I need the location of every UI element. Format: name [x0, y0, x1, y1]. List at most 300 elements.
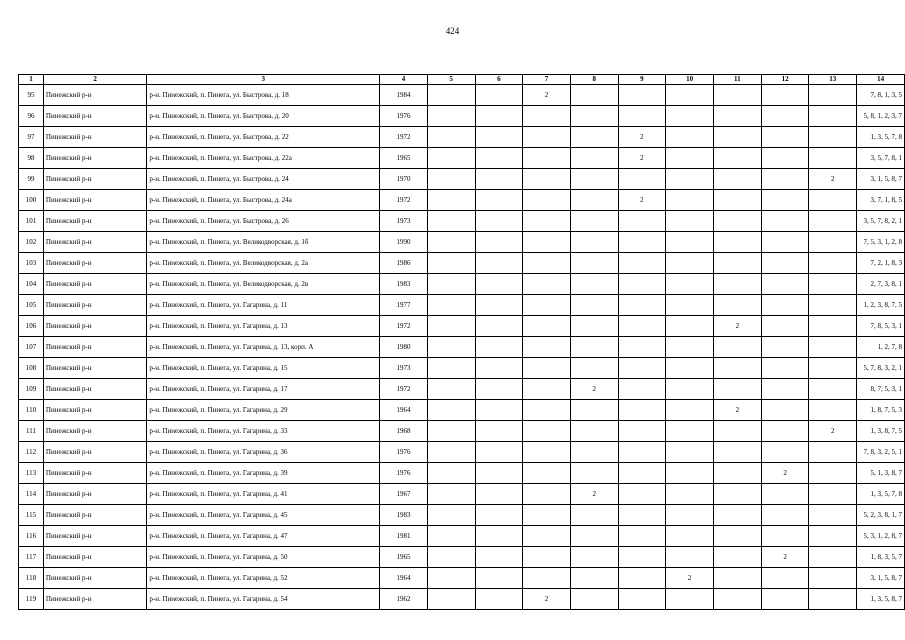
- column-header-13: 13: [809, 75, 857, 85]
- cell-col-6: [475, 442, 523, 463]
- cell-col-6: [475, 211, 523, 232]
- cell-col-8: 2: [570, 379, 618, 400]
- cell-col-5: [427, 106, 475, 127]
- cell-address: р-н. Пинежский, п. Пинега, ул. Гагарина, д. 36: [147, 442, 380, 463]
- cell-col-8: [570, 589, 618, 610]
- page-number: 424: [445, 26, 460, 36]
- cell-row-number: 118: [19, 568, 44, 589]
- cell-district: Пинежский р-н: [43, 274, 147, 295]
- cell-col-12: [761, 295, 809, 316]
- cell-col-10: [666, 589, 714, 610]
- cell-col-13: [809, 526, 857, 547]
- cell-col-6: [475, 484, 523, 505]
- cell-col-10: [666, 106, 714, 127]
- table-row: [19, 127, 905, 148]
- cell-codes: 3, 1, 5, 8, 7: [857, 568, 905, 589]
- cell-col-5: [427, 295, 475, 316]
- cell-row-number: 103: [19, 253, 44, 274]
- cell-col-6: [475, 400, 523, 421]
- cell-col-7: [523, 127, 571, 148]
- cell-codes: 7, 2, 1, 8, 3: [857, 253, 905, 274]
- cell-col-12: [761, 526, 809, 547]
- cell-address: р-н. Пинежский, п. Пинега, ул. Великодворская, д. 2а: [147, 253, 380, 274]
- cell-year: 1981: [380, 526, 428, 547]
- cell-col-11: [713, 463, 761, 484]
- cell-col-10: [666, 190, 714, 211]
- cell-year: 1977: [380, 295, 428, 316]
- cell-codes: 8, 7, 5, 3, 1: [857, 379, 905, 400]
- cell-col-9: [618, 358, 666, 379]
- cell-row-number: 109: [19, 379, 44, 400]
- cell-col-10: [666, 358, 714, 379]
- cell-year: 1990: [380, 232, 428, 253]
- cell-address: р-н. Пинежский, п. Пинега, ул. Гагарина, д. 33: [147, 421, 380, 442]
- cell-col-9: [618, 232, 666, 253]
- cell-col-7: [523, 442, 571, 463]
- cell-col-13: [809, 505, 857, 526]
- column-header-9: 9: [618, 75, 666, 85]
- data-table: [18, 74, 905, 610]
- cell-col-6: [475, 421, 523, 442]
- cell-col-12: [761, 274, 809, 295]
- cell-col-11: [713, 169, 761, 190]
- cell-address: р-н. Пинежский, п. Пинега, ул. Гагарина, д. 29: [147, 400, 380, 421]
- cell-col-10: [666, 316, 714, 337]
- table-row: [19, 169, 905, 190]
- cell-col-12: [761, 568, 809, 589]
- cell-col-12: [761, 337, 809, 358]
- cell-col-10: [666, 400, 714, 421]
- cell-col-5: [427, 589, 475, 610]
- cell-col-5: [427, 127, 475, 148]
- cell-codes: 3, 5, 7, 8, 2, 1: [857, 211, 905, 232]
- cell-col-5: [427, 505, 475, 526]
- cell-col-10: [666, 505, 714, 526]
- table-row: [19, 232, 905, 253]
- cell-address: р-н. Пинежский, п. Пинега, ул. Гагарина, д. 39: [147, 463, 380, 484]
- cell-col-11: [713, 85, 761, 106]
- table-row: [19, 589, 905, 610]
- cell-col-8: [570, 442, 618, 463]
- cell-col-6: [475, 337, 523, 358]
- cell-col-12: [761, 106, 809, 127]
- cell-col-5: [427, 400, 475, 421]
- cell-col-8: [570, 568, 618, 589]
- column-header-1: 1: [19, 75, 44, 85]
- cell-col-11: [713, 568, 761, 589]
- column-header-14: 14: [857, 75, 905, 85]
- cell-district: Пинежский р-н: [43, 232, 147, 253]
- cell-year: 1984: [380, 85, 428, 106]
- cell-col-6: [475, 127, 523, 148]
- table-row: [19, 421, 905, 442]
- cell-col-10: [666, 253, 714, 274]
- cell-col-9: [618, 505, 666, 526]
- cell-row-number: 110: [19, 400, 44, 421]
- cell-address: р-н. Пинежский, п. Пинега, ул. Гагарина, д. 50: [147, 547, 380, 568]
- cell-row-number: 115: [19, 505, 44, 526]
- cell-district: Пинежский р-н: [43, 337, 147, 358]
- cell-col-6: [475, 379, 523, 400]
- cell-col-11: [713, 547, 761, 568]
- cell-year: 1983: [380, 274, 428, 295]
- cell-col-9: [618, 295, 666, 316]
- cell-row-number: 117: [19, 547, 44, 568]
- cell-codes: 1, 8, 7, 5, 3: [857, 400, 905, 421]
- cell-col-10: [666, 127, 714, 148]
- cell-col-11: [713, 295, 761, 316]
- cell-col-6: [475, 463, 523, 484]
- cell-col-6: [475, 568, 523, 589]
- column-header-8: 8: [570, 75, 618, 85]
- cell-codes: 5, 8, 1, 2, 3, 7: [857, 106, 905, 127]
- cell-col-13: [809, 85, 857, 106]
- cell-address: р-н. Пинежский, п. Пинега, ул. Быстрова, д. 22а: [147, 148, 380, 169]
- cell-codes: 7, 8, 1, 3, 5: [857, 85, 905, 106]
- cell-district: Пинежский р-н: [43, 379, 147, 400]
- cell-row-number: 106: [19, 316, 44, 337]
- cell-col-6: [475, 232, 523, 253]
- cell-address: р-н. Пинежский, п. Пинега, ул. Великодворская, д. 2в: [147, 274, 380, 295]
- cell-col-6: [475, 295, 523, 316]
- cell-district: Пинежский р-н: [43, 421, 147, 442]
- cell-col-7: [523, 358, 571, 379]
- cell-col-8: [570, 85, 618, 106]
- cell-col-9: [618, 337, 666, 358]
- cell-col-9: [618, 526, 666, 547]
- cell-col-13: [809, 148, 857, 169]
- cell-col-10: [666, 463, 714, 484]
- cell-col-6: [475, 505, 523, 526]
- table-row: [19, 358, 905, 379]
- cell-year: 1976: [380, 463, 428, 484]
- cell-col-5: [427, 337, 475, 358]
- cell-codes: 3, 5, 7, 8, 1: [857, 148, 905, 169]
- cell-col-10: [666, 484, 714, 505]
- cell-col-8: [570, 400, 618, 421]
- cell-col-13: [809, 379, 857, 400]
- cell-col-12: [761, 505, 809, 526]
- cell-year: 1968: [380, 421, 428, 442]
- cell-codes: 5, 3, 1, 2, 8, 7: [857, 526, 905, 547]
- cell-col-6: [475, 190, 523, 211]
- cell-col-12: [761, 316, 809, 337]
- cell-address: р-н. Пинежский, п. Пинега, ул. Великодворская, д. 1б: [147, 232, 380, 253]
- cell-address: р-н. Пинежский, п. Пинега, ул. Быстрова, д. 26: [147, 211, 380, 232]
- cell-col-7: [523, 316, 571, 337]
- cell-col-7: [523, 106, 571, 127]
- cell-col-12: [761, 127, 809, 148]
- cell-col-10: [666, 547, 714, 568]
- cell-year: 1983: [380, 505, 428, 526]
- cell-district: Пинежский р-н: [43, 106, 147, 127]
- cell-year: 1980: [380, 337, 428, 358]
- cell-col-11: [713, 190, 761, 211]
- cell-col-9: [618, 253, 666, 274]
- cell-col-13: [809, 547, 857, 568]
- cell-col-9: [618, 421, 666, 442]
- cell-col-8: [570, 106, 618, 127]
- cell-address: р-н. Пинежский, п. Пинега, ул. Гагарина, д. 54: [147, 589, 380, 610]
- cell-col-6: [475, 274, 523, 295]
- column-header-7: 7: [523, 75, 571, 85]
- cell-col-10: [666, 379, 714, 400]
- cell-district: Пинежский р-н: [43, 190, 147, 211]
- cell-col-13: [809, 295, 857, 316]
- cell-district: Пинежский р-н: [43, 505, 147, 526]
- cell-col-8: [570, 127, 618, 148]
- cell-col-9: [618, 547, 666, 568]
- cell-col-5: [427, 169, 475, 190]
- cell-col-13: [809, 316, 857, 337]
- cell-col-8: [570, 232, 618, 253]
- cell-col-9: [618, 484, 666, 505]
- cell-col-11: [713, 253, 761, 274]
- cell-codes: 1, 3, 8, 7, 5: [857, 421, 905, 442]
- cell-col-10: [666, 232, 714, 253]
- cell-col-13: [809, 484, 857, 505]
- cell-year: 1972: [380, 127, 428, 148]
- cell-year: 1973: [380, 358, 428, 379]
- cell-col-7: [523, 421, 571, 442]
- cell-col-12: [761, 253, 809, 274]
- cell-codes: 5, 2, 3, 8, 1, 7: [857, 505, 905, 526]
- table-row: [19, 442, 905, 463]
- cell-col-6: [475, 169, 523, 190]
- cell-col-10: [666, 295, 714, 316]
- cell-district: Пинежский р-н: [43, 547, 147, 568]
- cell-col-11: [713, 526, 761, 547]
- cell-district: Пинежский р-н: [43, 316, 147, 337]
- table-body: [19, 85, 905, 610]
- table-row: [19, 295, 905, 316]
- cell-col-9: [618, 400, 666, 421]
- table-row: [19, 463, 905, 484]
- cell-codes: 1, 3, 5, 7, 8: [857, 127, 905, 148]
- cell-col-12: 2: [761, 463, 809, 484]
- cell-col-9: [618, 106, 666, 127]
- cell-col-9: [618, 379, 666, 400]
- cell-row-number: 105: [19, 295, 44, 316]
- cell-col-8: [570, 547, 618, 568]
- cell-row-number: 95: [19, 85, 44, 106]
- table-row: [19, 253, 905, 274]
- cell-col-11: [713, 442, 761, 463]
- cell-col-8: [570, 526, 618, 547]
- cell-col-7: [523, 148, 571, 169]
- cell-col-12: [761, 484, 809, 505]
- cell-year: 1972: [380, 379, 428, 400]
- cell-district: Пинежский р-н: [43, 358, 147, 379]
- cell-col-9: [618, 211, 666, 232]
- cell-col-12: [761, 232, 809, 253]
- cell-year: 1962: [380, 589, 428, 610]
- cell-col-7: [523, 211, 571, 232]
- cell-row-number: 119: [19, 589, 44, 610]
- cell-address: р-н. Пинежский, п. Пинега, ул. Гагарина, д. 45: [147, 505, 380, 526]
- cell-col-11: [713, 589, 761, 610]
- cell-address: р-н. Пинежский, п. Пинега, ул. Быстрова, д. 24а: [147, 190, 380, 211]
- cell-col-8: [570, 190, 618, 211]
- cell-col-7: [523, 295, 571, 316]
- cell-col-11: [713, 505, 761, 526]
- cell-district: Пинежский р-н: [43, 484, 147, 505]
- cell-district: Пинежский р-н: [43, 253, 147, 274]
- cell-col-10: [666, 526, 714, 547]
- cell-col-8: [570, 295, 618, 316]
- cell-row-number: 111: [19, 421, 44, 442]
- cell-col-13: 2: [809, 421, 857, 442]
- cell-col-6: [475, 526, 523, 547]
- cell-col-7: [523, 547, 571, 568]
- table-row: [19, 568, 905, 589]
- cell-col-12: [761, 358, 809, 379]
- cell-col-11: [713, 106, 761, 127]
- column-header-11: 11: [713, 75, 761, 85]
- cell-district: Пинежский р-н: [43, 127, 147, 148]
- cell-col-10: [666, 169, 714, 190]
- cell-col-10: [666, 442, 714, 463]
- table-row: [19, 274, 905, 295]
- column-header-5: 5: [427, 75, 475, 85]
- cell-address: р-н. Пинежский, п. Пинега, ул. Гагарина, д. 13: [147, 316, 380, 337]
- cell-codes: 7, 8, 3, 2, 5, 1: [857, 442, 905, 463]
- cell-col-5: [427, 547, 475, 568]
- cell-col-13: [809, 274, 857, 295]
- cell-col-6: [475, 589, 523, 610]
- cell-col-5: [427, 148, 475, 169]
- cell-col-9: [618, 169, 666, 190]
- cell-col-6: [475, 547, 523, 568]
- cell-address: р-н. Пинежский, п. Пинега, ул. Гагарина, д. 13, корп. А: [147, 337, 380, 358]
- cell-district: Пинежский р-н: [43, 400, 147, 421]
- cell-row-number: 113: [19, 463, 44, 484]
- cell-col-6: [475, 106, 523, 127]
- cell-col-6: [475, 253, 523, 274]
- cell-col-11: [713, 379, 761, 400]
- cell-col-9: [618, 85, 666, 106]
- cell-col-5: [427, 232, 475, 253]
- cell-col-8: [570, 316, 618, 337]
- cell-codes: 2, 7, 3, 8, 1: [857, 274, 905, 295]
- table-row: [19, 400, 905, 421]
- cell-col-7: [523, 274, 571, 295]
- table-row: [19, 547, 905, 568]
- column-header-4: 4: [380, 75, 428, 85]
- cell-row-number: 104: [19, 274, 44, 295]
- cell-address: р-н. Пинежский, п. Пинега, ул. Гагарина, д. 11: [147, 295, 380, 316]
- cell-row-number: 116: [19, 526, 44, 547]
- table-row: [19, 85, 905, 106]
- cell-col-7: [523, 526, 571, 547]
- cell-col-5: [427, 379, 475, 400]
- table-row: [19, 379, 905, 400]
- cell-col-13: [809, 589, 857, 610]
- cell-year: 1972: [380, 190, 428, 211]
- cell-row-number: 114: [19, 484, 44, 505]
- cell-codes: 1, 8, 3, 5, 7: [857, 547, 905, 568]
- cell-address: р-н. Пинежский, п. Пинега, ул. Гагарина, д. 15: [147, 358, 380, 379]
- cell-col-5: [427, 274, 475, 295]
- cell-col-11: 2: [713, 400, 761, 421]
- cell-col-10: [666, 148, 714, 169]
- cell-col-8: [570, 463, 618, 484]
- column-header-2: 2: [43, 75, 147, 85]
- cell-col-11: 2: [713, 316, 761, 337]
- cell-col-13: [809, 232, 857, 253]
- table-row: [19, 337, 905, 358]
- cell-codes: 7, 5, 3, 1, 2, 8: [857, 232, 905, 253]
- cell-col-5: [427, 484, 475, 505]
- cell-district: Пинежский р-н: [43, 568, 147, 589]
- cell-col-6: [475, 316, 523, 337]
- table-header: [19, 75, 905, 85]
- cell-col-10: [666, 421, 714, 442]
- cell-col-8: [570, 358, 618, 379]
- cell-col-13: [809, 442, 857, 463]
- column-header-10: 10: [666, 75, 714, 85]
- cell-year: 1972: [380, 316, 428, 337]
- cell-col-5: [427, 190, 475, 211]
- cell-col-12: 2: [761, 547, 809, 568]
- cell-row-number: 102: [19, 232, 44, 253]
- cell-col-5: [427, 442, 475, 463]
- cell-row-number: 99: [19, 169, 44, 190]
- cell-col-12: [761, 190, 809, 211]
- cell-district: Пинежский р-н: [43, 295, 147, 316]
- cell-col-9: [618, 463, 666, 484]
- cell-address: р-н. Пинежский, п. Пинега, ул. Быстрова, д. 18: [147, 85, 380, 106]
- cell-row-number: 100: [19, 190, 44, 211]
- cell-col-10: [666, 337, 714, 358]
- cell-col-7: [523, 190, 571, 211]
- column-header-6: 6: [475, 75, 523, 85]
- cell-col-8: [570, 148, 618, 169]
- cell-year: 1970: [380, 169, 428, 190]
- table-row: [19, 526, 905, 547]
- cell-district: Пинежский р-н: [43, 463, 147, 484]
- cell-col-12: [761, 169, 809, 190]
- table-row: [19, 484, 905, 505]
- cell-col-5: [427, 421, 475, 442]
- table-row: [19, 316, 905, 337]
- cell-col-5: [427, 568, 475, 589]
- cell-col-11: [713, 337, 761, 358]
- cell-col-7: [523, 379, 571, 400]
- cell-col-11: [713, 484, 761, 505]
- cell-col-7: [523, 400, 571, 421]
- cell-col-7: [523, 484, 571, 505]
- cell-col-8: [570, 337, 618, 358]
- cell-col-12: [761, 589, 809, 610]
- cell-col-11: [713, 232, 761, 253]
- cell-col-13: [809, 568, 857, 589]
- cell-col-13: [809, 106, 857, 127]
- cell-address: р-н. Пинежский, п. Пинега, ул. Быстрова, д. 24: [147, 169, 380, 190]
- cell-col-9: [618, 316, 666, 337]
- cell-col-7: [523, 463, 571, 484]
- cell-year: 1976: [380, 442, 428, 463]
- table-row: [19, 211, 905, 232]
- cell-col-9: [618, 442, 666, 463]
- cell-col-11: [713, 358, 761, 379]
- cell-col-13: [809, 463, 857, 484]
- column-header-3: 3: [147, 75, 380, 85]
- cell-address: р-н. Пинежский, п. Пинега, ул. Гагарина, д. 17: [147, 379, 380, 400]
- cell-codes: 3, 7, 1, 8, 5: [857, 190, 905, 211]
- cell-col-8: 2: [570, 484, 618, 505]
- cell-codes: 5, 7, 8, 3, 2, 1: [857, 358, 905, 379]
